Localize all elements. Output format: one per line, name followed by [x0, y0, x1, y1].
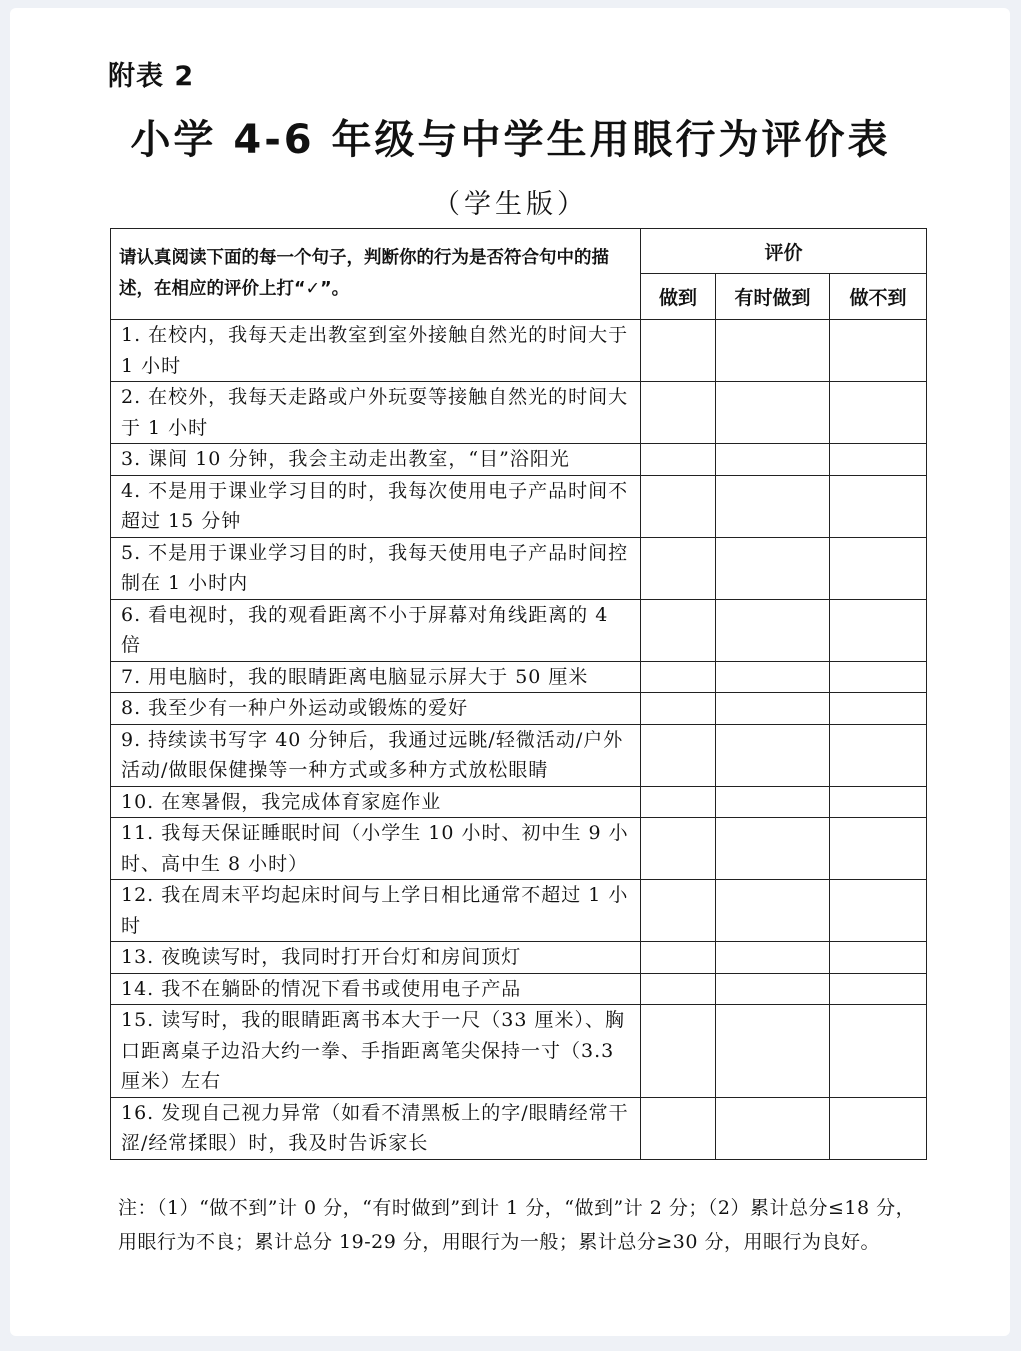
- check-cell-sometimes[interactable]: [716, 475, 830, 537]
- check-cell-sometimes[interactable]: [716, 661, 830, 693]
- item-text: 5. 不是用于课业学习目的时，我每天使用电子产品时间控制在 1 小时内: [111, 537, 641, 599]
- check-cell-done[interactable]: [641, 537, 716, 599]
- item-text: 13. 夜晚读写时，我同时打开台灯和房间顶灯: [111, 942, 641, 974]
- evaluation-table: [110, 228, 927, 1160]
- check-cell-done[interactable]: [641, 1005, 716, 1098]
- check-cell-sometimes[interactable]: [716, 693, 830, 725]
- item-text: 14. 我不在躺卧的情况下看书或使用电子产品: [111, 973, 641, 1005]
- check-cell-not-done[interactable]: [830, 661, 927, 693]
- item-text: 1. 在校内，我每天走出教室到室外接触自然光的时间大于 1 小时: [111, 320, 641, 382]
- check-cell-done[interactable]: [641, 818, 716, 880]
- check-cell-not-done[interactable]: [830, 786, 927, 818]
- check-cell-not-done[interactable]: [830, 1097, 927, 1159]
- table-row: [111, 382, 927, 444]
- check-cell-done[interactable]: [641, 724, 716, 786]
- table-row: [111, 599, 927, 661]
- table-row: [111, 444, 927, 476]
- item-text: 10. 在寒暑假，我完成体育家庭作业: [111, 786, 641, 818]
- check-cell-sometimes[interactable]: [716, 320, 830, 382]
- check-cell-done[interactable]: [641, 693, 716, 725]
- check-cell-not-done[interactable]: [830, 382, 927, 444]
- column-header-done: 做到: [641, 274, 716, 320]
- table-row: [111, 818, 927, 880]
- evaluation-header: 评价: [641, 229, 927, 274]
- item-text: 11. 我每天保证睡眠时间（小学生 10 小时、初中生 9 小时、高中生 8 小时）: [111, 818, 641, 880]
- table-row: [111, 661, 927, 693]
- item-text: 2. 在校外，我每天走路或户外玩耍等接触自然光的时间大于 1 小时: [111, 382, 641, 444]
- appendix-label: 附表 2: [108, 61, 195, 92]
- item-text: 12. 我在周末平均起床时间与上学日相比通常不超过 1 小时: [111, 880, 641, 942]
- check-cell-done[interactable]: [641, 661, 716, 693]
- table-row: [111, 880, 927, 942]
- check-cell-not-done[interactable]: [830, 599, 927, 661]
- item-text: 16. 发现自己视力异常（如看不清黑板上的字/眼睛经常干涩/经常揉眼）时，我及时告诉家长: [111, 1097, 641, 1159]
- check-cell-sometimes[interactable]: [716, 786, 830, 818]
- table-row: [111, 1005, 927, 1098]
- check-cell-done[interactable]: [641, 786, 716, 818]
- check-cell-done[interactable]: [641, 942, 716, 974]
- check-cell-not-done[interactable]: [830, 537, 927, 599]
- check-cell-done[interactable]: [641, 1097, 716, 1159]
- check-cell-sometimes[interactable]: [716, 382, 830, 444]
- item-text: 4. 不是用于课业学习目的时，我每次使用电子产品时间不超过 15 分钟: [111, 475, 641, 537]
- check-cell-sometimes[interactable]: [716, 537, 830, 599]
- check-cell-sometimes[interactable]: [716, 444, 830, 476]
- page-title: 小学 4-6 年级与中学生用眼行为评价表: [130, 117, 891, 163]
- page-subtitle: （学生版）: [433, 189, 588, 220]
- table-row: [111, 1097, 927, 1159]
- check-cell-sometimes[interactable]: [716, 973, 830, 1005]
- column-header-sometimes: 有时做到: [716, 274, 830, 320]
- item-text: 3. 课间 10 分钟，我会主动走出教室，“目”浴阳光: [111, 444, 641, 476]
- check-cell-sometimes[interactable]: [716, 599, 830, 661]
- check-cell-sometimes[interactable]: [716, 1097, 830, 1159]
- check-cell-not-done[interactable]: [830, 444, 927, 476]
- check-cell-done[interactable]: [641, 599, 716, 661]
- check-cell-done[interactable]: [641, 973, 716, 1005]
- check-cell-not-done[interactable]: [830, 973, 927, 1005]
- check-cell-sometimes[interactable]: [716, 724, 830, 786]
- item-text: 15. 读写时，我的眼睛距离书本大于一尺（33 厘米）、胸口距离桌子边沿大约一拳、手指距离笔尖保持一寸（3.3 厘米）左右: [111, 1005, 641, 1098]
- check-cell-done[interactable]: [641, 382, 716, 444]
- item-text: 9. 持续读书写字 40 分钟后，我通过远眺/轻微活动/户外活动/做眼保健操等一种方式或多种方式放松眼睛: [111, 724, 641, 786]
- check-cell-not-done[interactable]: [830, 942, 927, 974]
- item-text: 7. 用电脑时，我的眼睛距离电脑显示屏大于 50 厘米: [111, 661, 641, 693]
- table-row: [111, 475, 927, 537]
- check-cell-done[interactable]: [641, 444, 716, 476]
- check-cell-not-done[interactable]: [830, 693, 927, 725]
- table-row: [111, 693, 927, 725]
- check-cell-not-done[interactable]: [830, 724, 927, 786]
- check-cell-sometimes[interactable]: [716, 1005, 830, 1098]
- check-cell-done[interactable]: [641, 880, 716, 942]
- check-cell-sometimes[interactable]: [716, 818, 830, 880]
- table-row: [111, 973, 927, 1005]
- check-cell-not-done[interactable]: [830, 475, 927, 537]
- check-cell-sometimes[interactable]: [716, 942, 830, 974]
- item-text: 6. 看电视时，我的观看距离不小于屏幕对角线距离的 4 倍: [111, 599, 641, 661]
- check-cell-not-done[interactable]: [830, 1005, 927, 1098]
- check-cell-not-done[interactable]: [830, 880, 927, 942]
- scoring-note: 注：（1）“做不到”计 0 分，“有时做到”到计 1 分，“做到”计 2 分；（2）累计总分≤18 分，用眼行为不良；累计总分 19-29 分，用眼行为一般；累计总分≥30 分，用眼行为良好。: [118, 1197, 916, 1253]
- check-cell-done[interactable]: [641, 475, 716, 537]
- table-row: [111, 724, 927, 786]
- instruction-cell: 请认真阅读下面的每一个句子，判断你的行为是否符合句中的描述，在相应的评价上打“✓”。: [111, 229, 641, 320]
- check-cell-not-done[interactable]: [830, 818, 927, 880]
- column-header-not-done: 做不到: [830, 274, 927, 320]
- item-text: 8. 我至少有一种户外运动或锻炼的爱好: [111, 693, 641, 725]
- table-row: [111, 942, 927, 974]
- table-row: [111, 537, 927, 599]
- check-cell-sometimes[interactable]: [716, 880, 830, 942]
- check-cell-done[interactable]: [641, 320, 716, 382]
- check-cell-not-done[interactable]: [830, 320, 927, 382]
- table-row: [111, 786, 927, 818]
- table-row: [111, 320, 927, 382]
